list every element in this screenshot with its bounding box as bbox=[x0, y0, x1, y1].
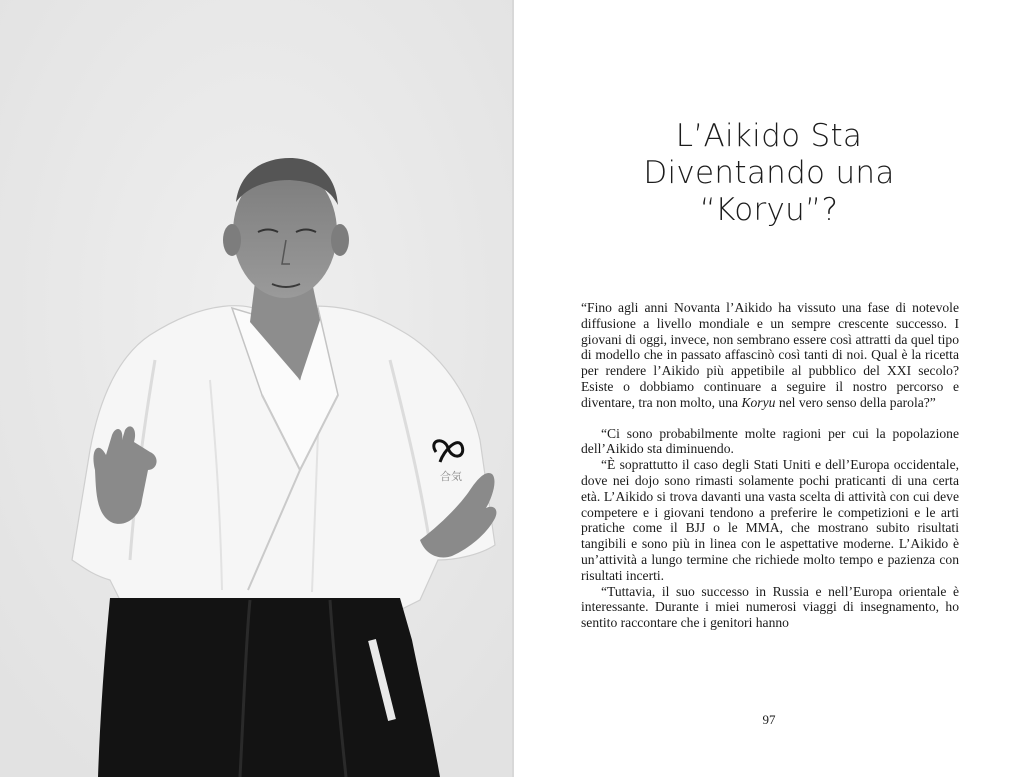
chapter-title bbox=[514, 118, 1024, 229]
page-number: 97 bbox=[762, 712, 776, 727]
paragraph-3: “È soprattutto il caso degli Stati Uniti e dell’Europa occidentale, dove nei dojo sono rimasti solamente pochi praticanti di una certa età. L’Aikido si trova davanti una vasta scelta di attività con cui deve competere e i giovani tendono a preferire le competizioni e le arti pratiche come il BJJ o le MMA, che mostrano subito risultati tangibili e sono più in linea con le aspettative moderne. L’Aikido è un’attività a lungo termine che richiede molto tempo e pazienza con risultati incerti. bbox=[581, 457, 959, 583]
body-text bbox=[581, 300, 959, 631]
paragraph-2: “Ci sono probabilmente molte ragioni per cui la popolazione dell’Aikido sta diminuendo. bbox=[581, 425, 959, 457]
intro-paragraph bbox=[581, 300, 959, 411]
intro-text: “Fino agli anni Novanta l’Aikido ha vissuto una fase di notevole diffusione a livello mondiale e un sempre crescente successo. I giovani di oggi, invece, non sembrano essere così attratti da quel tipo di modello che in passato affascinò così tanti di noi. Qual è la ricetta per rendere l’Aikido più appetibile al pubblico del XXI secolo? Esiste o dobbiamo continuare a seguire il nostro percorso e diventare, tra non molto, una bbox=[581, 300, 959, 410]
hakama bbox=[98, 598, 440, 777]
chapter-title-line-3: “Koryu”? bbox=[699, 192, 839, 228]
chapter-title-line-1: L’Aikido Sta bbox=[675, 118, 863, 154]
intro-text-end: nel vero senso della parola?” bbox=[775, 394, 936, 410]
paragraph-4: “Tuttavia, il suo successo in Russia e nell’Europa orientale è interessante. Durante i miei numerosi viaggi di insegnamento, ho sentito raccontare che i genitori hanno bbox=[581, 583, 959, 631]
svg-text:合気: 合気 bbox=[440, 470, 462, 483]
right-page-text bbox=[514, 0, 1024, 777]
chapter-title-line-2: Diventando una bbox=[643, 155, 895, 191]
koryu-emphasis: Koryu bbox=[741, 394, 776, 410]
